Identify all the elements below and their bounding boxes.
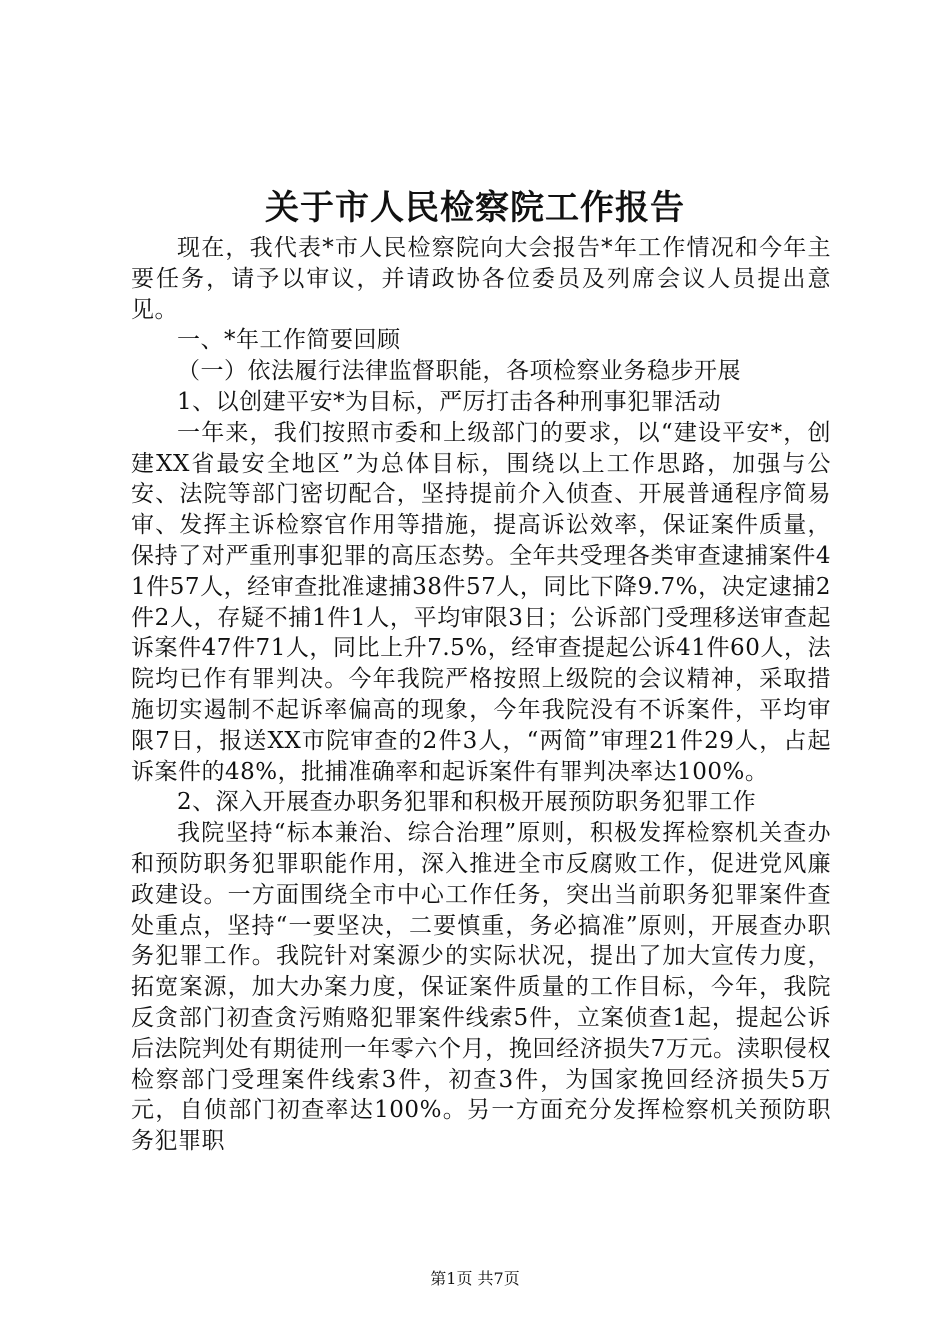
document-body xyxy=(131,233,831,1157)
document-title: 关于市人民检察院工作报告 xyxy=(265,188,685,228)
paragraph-intro: 现在，我代表*市人民检察院向大会报告*年工作情况和今年主要任务，请予以审议，并请政协各位委员及列席会议人员提出意见。 xyxy=(131,235,831,323)
heading-item-2: 2、深入开展查办职务犯罪和积极开展预防职务犯罪工作 xyxy=(177,789,757,816)
heading-item-1: 1、以创建平安*为目标，严厉打击各种刑事犯罪活动 xyxy=(177,388,722,415)
paragraph-item-2-body: 我院坚持“标本兼治、综合治理”原则，积极发挥检察机关查办和预防职务犯罪职能作用，深入推进全市反腐败工作，促进党风廉政建设。一方面围绕全市中心工作任务，突出当前职务犯罪案件查处重点，坚持“一要坚决，二要慎重，务必搞准”原则，开展查办职务犯罪工作。我院针对案源少的实际状况，提出了加大宣传力度，拓宽案源，加大办案力度，保证案件质量的工作目标，今年，我院反贪部门初查贪污贿赂犯罪案件线索5件，立案侦查1起，提起公诉后法院判处有期徒刑一年零六个月，挽回经济损失7万元。渎职侵权检察部门受理案件线索3件，初查3件，为国家挽回经济损失5万元，自侦部门初查率达100%。另一方面充分发挥检察机关预防职务犯罪职 xyxy=(131,820,831,1155)
page-footer: 第1页 共7页 xyxy=(430,1269,520,1288)
paragraph-item-1-body: 一年来，我们按照市委和上级部门的要求，以“建设平安*，创建XX省最安全地区”为总体目标，围绕以上工作思路，加强与公安、法院等部门密切配合，坚持提前介入侦查、开展普通程序简易审、发挥主诉检察官作用等措施，提高诉讼效率，保证案件质量，保持了对严重刑事犯罪的高压态势。全年共受理各类审查逮捕案件41件57人，经审查批准逮捕38件57人，同比下降9.7%，决定逮捕2件2人，存疑不捕1件1人，平均审限3日；公诉部门受理移送审查起诉案件47件71人，同比上升7.5%，经审查提起公诉41件60人，法院均已作有罪判决。今年我院严格按照上级院的会议精神，采取措施切实遏制不起诉率偏高的现象，今年我院没有不诉案件，平均审限7日，报送XX市院审查的2件3人，“两简”审理21件29人，占起诉案件的48%，批捕准确率和起诉案件有罪判决率达100%。 xyxy=(131,419,831,785)
heading-section-1: 一、*年工作简要回顾 xyxy=(177,327,401,354)
heading-subsection-1: （一）依法履行法律监督职能，各项检察业务稳步开展 xyxy=(177,358,741,385)
